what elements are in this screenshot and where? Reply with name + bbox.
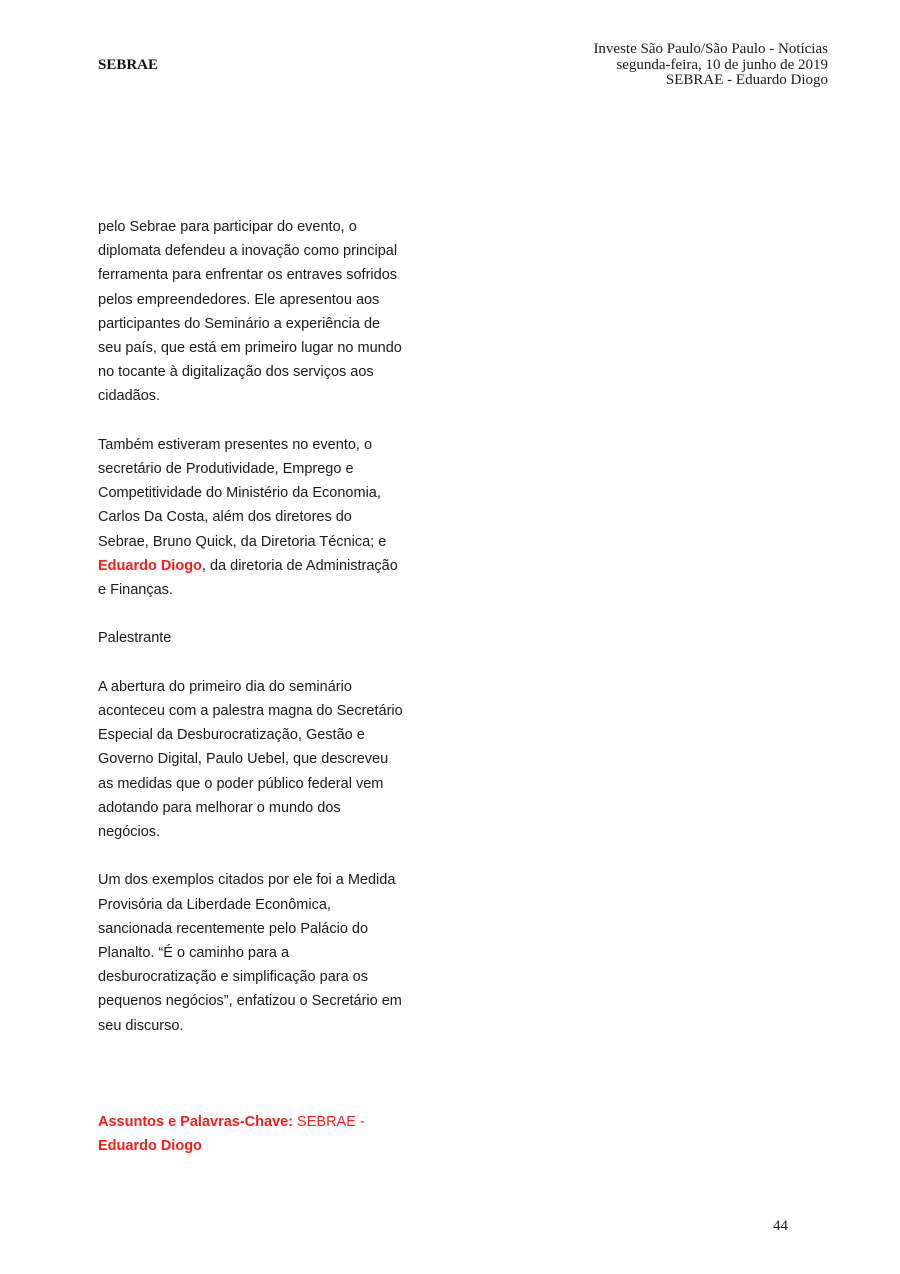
text-line: pelos empreendedores. Ele apresentou aos — [98, 291, 380, 308]
keywords-block — [98, 1110, 365, 1158]
text-line: no tocante à digitalização dos serviços aos — [98, 364, 374, 381]
text-line: ferramenta para enfrentar os entraves sofridos — [98, 267, 398, 284]
header-meta — [593, 42, 828, 89]
text-line: aconteceu com a palestra magna do Secretário — [98, 703, 403, 720]
text-line: desburocratização e simplificação para os — [98, 969, 368, 986]
text-line: seu discurso. — [98, 1017, 184, 1034]
text-line: adotando para melhorar o mundo dos — [98, 799, 341, 816]
text-line-with-highlight — [98, 554, 428, 578]
topic-line: SEBRAE - Eduardo Diogo — [665, 72, 828, 88]
text-line: as medidas que o poder público federal vem — [98, 775, 384, 792]
text-line: seu país, que está em primeiro lugar no mundo — [98, 340, 402, 357]
text-line: A abertura do primeiro dia do seminário — [98, 678, 352, 695]
text-line: participantes do Seminário a experiência de — [98, 315, 381, 332]
keywords-value: SEBRAE - — [293, 1114, 365, 1130]
text-line: Competitividade do Ministério da Economia, — [98, 485, 381, 502]
paragraph-1 — [98, 215, 428, 409]
text-line: secretário de Produtividade, Emprego e — [98, 461, 354, 478]
paragraph-2 — [98, 433, 428, 602]
text-line: pelo Sebrae para participar do evento, o — [98, 219, 357, 235]
text-line: negócios. — [98, 824, 161, 841]
page-number: 44 — [773, 1218, 788, 1234]
text-fragment: , da diretoria de Administração — [201, 557, 398, 574]
article-body — [98, 215, 428, 1062]
subheading-text: Palestrante — [98, 630, 172, 647]
text-line: Um dos exemplos citados por ele foi a Medida — [98, 872, 396, 889]
text-line: diplomata defendeu a inovação como principal — [98, 243, 398, 260]
paragraph-3 — [98, 675, 428, 844]
keywords-label: Assuntos e Palavras-Chave: — [98, 1114, 294, 1130]
subheading — [98, 626, 428, 650]
text-line: cidadãos. — [98, 388, 161, 405]
text-line: Especial da Desburocratização, Gestão e — [98, 727, 365, 744]
text-line: e Finanças. — [98, 582, 173, 599]
paragraph-4 — [98, 868, 428, 1037]
text-line: Provisória da Liberdade Econômica, — [98, 896, 331, 913]
publication-name: SEBRAE — [98, 57, 159, 73]
text-line: Governo Digital, Paulo Uebel, que descreveu — [98, 751, 389, 768]
text-line: pequenos negócios”, enfatizou o Secretário em — [98, 993, 402, 1010]
keywords-line — [98, 1110, 365, 1134]
date-line: segunda-feira, 10 de junho de 2019 — [616, 56, 828, 73]
keywords-value-name: Eduardo Diogo — [98, 1138, 202, 1155]
text-line: sancionada recentemente pelo Palácio do — [98, 920, 369, 937]
highlighted-name: Eduardo Diogo — [98, 557, 202, 574]
text-line: Planalto. “É o caminho para a — [98, 945, 290, 962]
text-line: Também estiveram presentes no evento, o — [98, 436, 373, 453]
text-line: Sebrae, Bruno Quick, da Diretoria Técnica; e — [98, 533, 387, 550]
source-line: Investe São Paulo/São Paulo - Notícias — [593, 41, 828, 57]
text-line: Carlos Da Costa, além dos diretores do — [98, 509, 352, 526]
